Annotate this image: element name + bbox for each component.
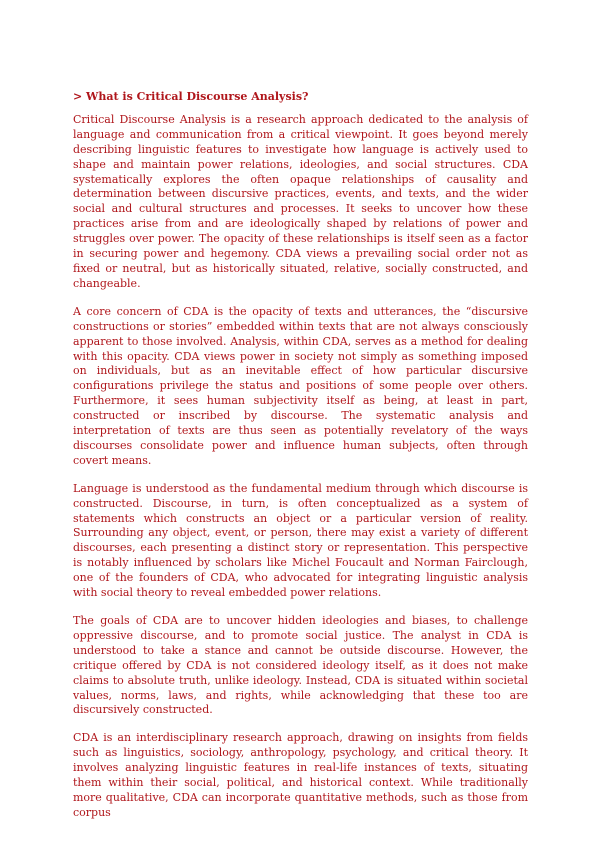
paragraph-1: Critical Discourse Analysis is a research approach dedicated to the analysis of language and communication from a critical viewpoint. It goes beyond merely describing linguistic features to investigate how language is actively used to shape and maintain power relations, ideologies, and social structures. CDA systematically explores the often opaque relationships of causality and determination between discursive practices, events, and texts, and the wider social and cultural structures and processes. It seeks to uncover how these practices arise from and are ideologically shaped by relations of power and struggles over power. The opacity of these relationships is itself seen as a factor in securing power and hegemony. CDA views a prevailing social order not as fixed or neutral, but as historically situated, relative, socially constructed, and changeable.: [73, 112, 528, 290]
document-page: [73, 90, 528, 834]
paragraph-2: A core concern of CDA is the opacity of texts and utterances, the “discursive constructions or stories” embedded within texts that are not always consciously apparent to those involved. Analysis, within CDA, serves as a method for dealing with this opacity. CDA views power in society not simply as something imposed on individuals, but as an inevitable effect of how particular discursive configurations privilege the status and positions of some people over others. Furthermore, it sees human subjectivity itself as being, at least in part, constructed or inscribed by discourse. The systematic analysis and interpretation of texts are thus seen as potentially revelatory of the ways discourses consolidate power and influence human subjects, often through covert means.: [73, 304, 528, 467]
section-heading: > What is Critical Discourse Analysis?: [73, 90, 309, 103]
paragraph-5: CDA is an interdisciplinary research approach, drawing on insights from fields such as linguistics, sociology, anthropology, psychology, and critical theory. It involves analyzing linguistic features in real-life instances of texts, situating them within their social, political, and historical context. While traditionally more qualitative, CDA can incorporate quantitative methods, such as those from corpus: [73, 731, 528, 819]
paragraph-4: The goals of CDA are to uncover hidden ideologies and biases, to challenge oppressive discourse, and to promote social justice. The analyst in CDA is understood to take a stance and cannot be outside discourse. However, the critique offered by CDA is not considered ideology itself, as it does not make claims to absolute truth, unlike ideology. Instead, CDA is situated within societal values, norms, laws, and rights, while acknowledging that these too are discursively constructed.: [73, 614, 528, 717]
paragraph-3: Language is understood as the fundamental medium through which discourse is constructed. Discourse, in turn, is often conceptualized as a system of statements which constructs an object or a particular version of reality. Surrounding any object, event, or person, there may exist a variety of different discourses, each presenting a distinct story or representation. This perspective is notably influenced by scholars like Michel Foucault and Norman Fairclough, one of the founders of CDA, who advocated for integrating linguistic analysis with social theory to reveal embedded power relations.: [73, 481, 528, 600]
